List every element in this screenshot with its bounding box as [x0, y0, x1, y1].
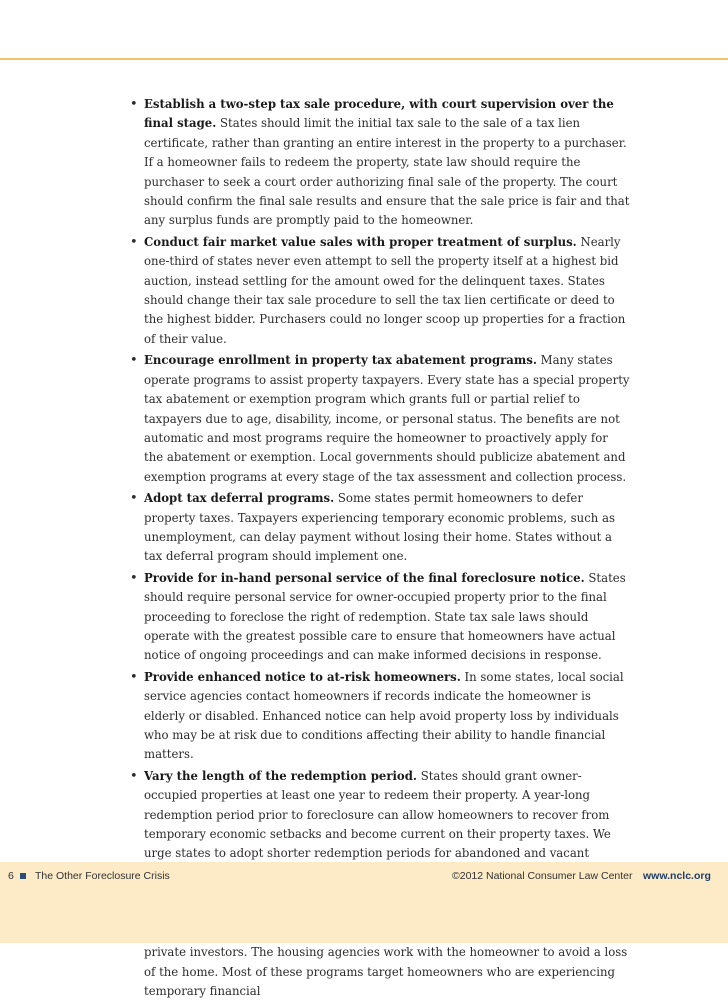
copyright-text: ©2012 National Consumer Law Center: [452, 870, 633, 882]
publication-title: The Other Foreclosure Crisis: [35, 870, 170, 882]
bullet-icon: •: [130, 234, 138, 250]
list-item: [130, 668, 630, 765]
bullet-lead: Establish a two-step tax sale procedure, with court supervision over the final stage.: [144, 97, 614, 131]
bullet-lead: Adopt tax deferral programs.: [144, 491, 335, 506]
bullet-text: Nearly one-third of states never even attempt to sell the property itself at a highest bid auction, instead settling for the amount owed for the delinquent taxes. States should change their tax sale procedure to sell the tax lien certificate or deed to the highest bidder. Purchasers could no longer scoop up properties for a fraction of their value.: [144, 234, 626, 346]
bullet-lead: Vary the length of the redemption period.: [144, 768, 417, 783]
bullet-lead: Provide for in-hand personal service of the final foreclosure notice.: [144, 570, 585, 585]
page-number: 6: [8, 870, 14, 882]
bullet-icon: •: [130, 491, 138, 507]
website-link[interactable]: www.nclc.org: [643, 870, 711, 882]
bullet-icon: •: [130, 353, 138, 369]
bullet-lead: Provide enhanced notice to at-risk homeowners.: [144, 669, 461, 684]
bullet-text: private investors. The housing agencies work with the homeowner to avoid a loss of the home. Most of these programs target homeowners who are experiencing temporary financial: [144, 945, 628, 999]
page-footer: [0, 862, 728, 943]
square-icon: [20, 873, 26, 879]
bullet-text: States should limit the initial tax sale to the sale of a tax lien certificate, rather than granting an entire interest in the property to a purchaser. If a homeowner fails to redeem the property, state law should require the purchaser to seek a court order authorizing final sale of the property. The court should confirm the final sale results and ensure that the sale price is fair and that any surplus funds are promptly paid to the homeowner.: [144, 116, 630, 228]
list-item: [130, 351, 630, 487]
list-item: [130, 233, 630, 349]
bullet-lead: Conduct fair market value sales with proper treatment of surplus.: [144, 234, 577, 249]
bullet-text: States should require personal service for owner-occupied property prior to the final proceeding to foreclose the right of redemption. State tax sale laws should operate with the greatest possible care to ensure that homeowners have actual notice of ongoing proceedings and can make informed decisions in response.: [144, 570, 626, 663]
bullet-text: Many states operate programs to assist property taxpayers. Every state has a special property tax abatement or exemption program which grants full or partial relief to taxpayers due to age, disability, income, or personal status. The benefits are not automatic and most programs require the homeowner to proactively apply for the abatement or exemption. Local governments should publicize abatement and exemption programs at every stage of the tax assessment and collection process.: [144, 353, 630, 484]
list-item: [130, 569, 630, 666]
bullet-text: Some states permit homeowners to defer property taxes. Taxpayers experiencing temporary economic problems, such as unemployment, can delay payment without losing their home. States without a tax deferral program should implement one.: [144, 491, 615, 564]
bullet-text: States should grant owner-occupied properties at least one year to redeem their property. A year-long redemption period prior to foreclosure can allow homeowners to recover from temporary economic setbacks and become current on their property taxes. We urge states to adopt shorter redemption periods for abandoned and vacant: [144, 768, 611, 861]
bullet-lead: Encourage enrollment in property tax abatement programs.: [144, 353, 537, 368]
list-item: [130, 95, 630, 231]
bullet-icon: •: [130, 768, 138, 784]
bullet-text: In some states, local social service agencies contact homeowners if records indicate the homeowner is elderly or disabled. Enhanced notice can help avoid property loss by individuals who may be at risk due to conditions affecting their ability to handle financial matters.: [144, 669, 624, 762]
list-item: [130, 489, 630, 567]
bullet-icon: •: [130, 97, 138, 112]
bullet-icon: •: [130, 669, 138, 685]
bullet-icon: •: [130, 570, 138, 586]
header-rule: [0, 0, 728, 60]
